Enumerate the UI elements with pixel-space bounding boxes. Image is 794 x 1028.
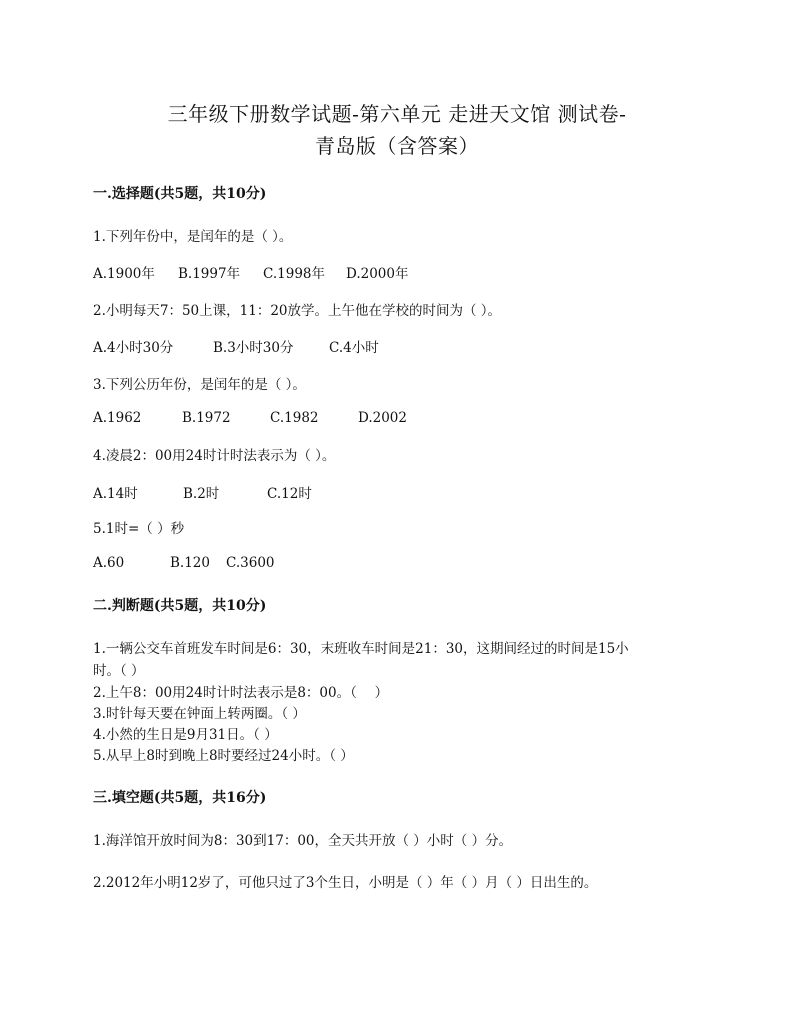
question-2-4: 4.小然的生日是9月31日。（ ） bbox=[93, 727, 278, 743]
question-1-5-options bbox=[93, 555, 275, 571]
exam-title-line2: 青岛版（含答案） bbox=[315, 134, 479, 158]
question-2-1-line2: 时。（ ） bbox=[93, 663, 145, 679]
option-a: A.60 bbox=[93, 555, 125, 571]
question-3-1: 1.海洋馆开放时间为8：30到17：00，全天共开放（ ）小时（ ）分。 bbox=[93, 833, 513, 849]
question-2-1-line1: 1.一辆公交车首班发车时间是6：30，末班收车时间是21：30，这期间经过的时间是15小 bbox=[93, 641, 629, 657]
option-d: D.2000年 bbox=[346, 266, 409, 282]
option-c: C.4小时 bbox=[329, 340, 379, 356]
question-1-3: 3.下列公历年份，是闰年的是（ ）。 bbox=[93, 377, 306, 393]
option-d: D.2002 bbox=[358, 410, 407, 426]
option-b: B.3小时30分 bbox=[213, 340, 294, 356]
option-c: C.12时 bbox=[267, 486, 312, 502]
question-2-5: 5.从早上8时到晚上8时要经过24小时。（ ） bbox=[93, 748, 354, 764]
question-3-2: 2.2012年小明12岁了，可他只过了3个生日，小明是（ ）年（ ）月（ ）日出生的。 bbox=[93, 875, 598, 891]
option-a: A.14时 bbox=[93, 486, 138, 502]
option-b: B.1972 bbox=[182, 410, 231, 426]
question-1-4-options bbox=[93, 482, 312, 502]
option-a: A.1900年 bbox=[93, 266, 155, 282]
question-2-2: 2.上午8：00用24时计时法表示是8：00。（ ） bbox=[93, 685, 389, 701]
question-2-3: 3.时针每天要在钟面上转两圈。（ ） bbox=[93, 706, 306, 722]
option-a: A.4小时30分 bbox=[93, 340, 174, 356]
section-heading-judgement: 二.判断题(共5题，共10分) bbox=[93, 598, 267, 614]
question-1-1-options bbox=[93, 262, 409, 282]
option-b: B.120 bbox=[170, 555, 210, 571]
option-b: B.2时 bbox=[183, 486, 220, 502]
section-heading-choice: 一.选择题(共5题，共10分) bbox=[93, 186, 267, 202]
option-c: C.3600 bbox=[226, 555, 275, 571]
option-a: A.1962 bbox=[93, 410, 142, 426]
option-c: C.1982 bbox=[270, 410, 319, 426]
question-1-2: 2.小明每天7：50上课，11：20放学。上午他在学校的时间为（ ）。 bbox=[93, 303, 502, 319]
option-b: B.1997年 bbox=[178, 266, 241, 282]
section-heading-fill-blank: 三.填空题(共5题，共16分) bbox=[93, 790, 267, 806]
option-c: C.1998年 bbox=[263, 266, 325, 282]
exam-title-line1: 三年级下册数学试题-第六单元 走进天文馆 测试卷- bbox=[167, 102, 627, 126]
question-1-5: 5.1时=（ ）秒 bbox=[93, 521, 185, 537]
question-1-1: 1.下列年份中，是闰年的是（ ）。 bbox=[93, 229, 293, 245]
question-1-2-options bbox=[93, 336, 379, 356]
question-1-3-options bbox=[93, 410, 407, 426]
question-1-4: 4.凌晨2：00用24时计时法表示为（ ）。 bbox=[93, 448, 336, 464]
